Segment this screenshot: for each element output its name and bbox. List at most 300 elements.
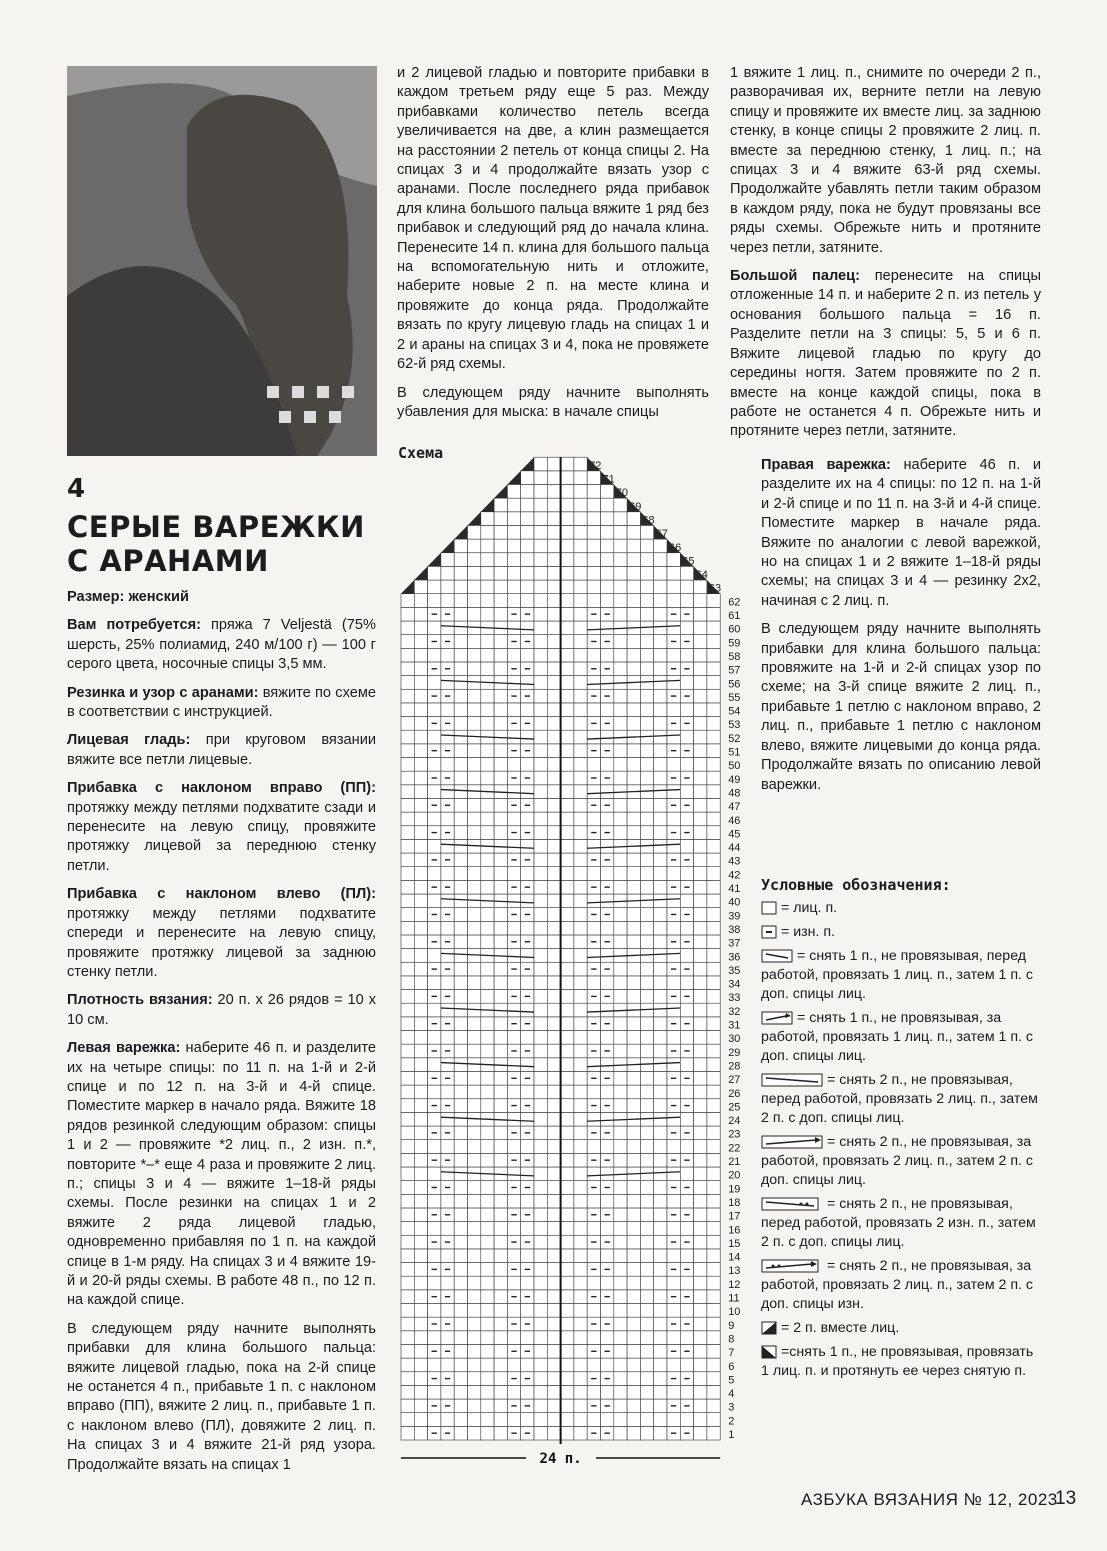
chart-cell [507, 894, 520, 908]
chart-cell [454, 1194, 467, 1208]
chart-cell [534, 1126, 547, 1140]
legend-text: = снять 2 п., не провязывая, перед работой, провязать 2 изн. п., затем 2 п. с доп. спицы лиц. [761, 1196, 1036, 1250]
chart-cell [667, 867, 680, 881]
chart-cell [494, 1071, 507, 1085]
chart-cell [494, 935, 507, 949]
chart-cell [454, 1071, 467, 1085]
chart-cell [574, 730, 587, 744]
chart-cell [454, 1044, 467, 1058]
chart-cell [401, 607, 414, 621]
chart-cell [640, 880, 653, 894]
chart-cell [654, 990, 667, 1004]
col1-paragraph [67, 1320, 376, 1475]
row-label: 16 [728, 1224, 741, 1237]
chart-cell [454, 744, 467, 758]
row-label: 70 [615, 487, 629, 500]
chart-cell [561, 566, 574, 580]
chart-cell [494, 703, 507, 717]
chart-cell [401, 935, 414, 949]
chart-cell [468, 1208, 481, 1222]
chart-cell [587, 498, 600, 512]
chart-cell [640, 662, 653, 676]
chart-cell [481, 1194, 494, 1208]
paragraph-text: при круговом вязании вяжите все петли лицевые. [67, 732, 376, 768]
chart-cell [561, 921, 574, 935]
chart-cell [534, 566, 547, 580]
chart-cell [507, 730, 520, 744]
chart-cell [627, 1344, 640, 1358]
chart-cell [441, 1358, 454, 1372]
chart-cell [601, 730, 614, 744]
chart-cell [694, 908, 707, 922]
chart-cell [414, 635, 427, 649]
chart-cell [414, 1044, 427, 1058]
chart-cell [601, 921, 614, 935]
k2tog-mark [414, 566, 427, 580]
chart-cell [694, 594, 707, 608]
chart-cell [534, 594, 547, 608]
chart-cell [614, 553, 627, 567]
chart-cell [481, 635, 494, 649]
chart-cell [614, 1153, 627, 1167]
chart-cell [707, 607, 720, 621]
row-label: 52 [728, 732, 741, 745]
chart-cell [401, 703, 414, 717]
chart-cell [468, 580, 481, 594]
chart-cell [481, 1044, 494, 1058]
chart-cell [680, 1276, 693, 1290]
chart-cell [494, 1358, 507, 1372]
paragraph-label: Резинка и узор с аранами: [67, 684, 259, 701]
chart-cell [401, 730, 414, 744]
chart-cell [694, 758, 707, 772]
chart-cell [414, 648, 427, 662]
chart-cell [521, 1058, 534, 1072]
chart-cell [547, 1263, 560, 1277]
chart-cell [694, 1044, 707, 1058]
chart-cell [401, 839, 414, 853]
chart-cell [601, 1304, 614, 1318]
chart-cell [574, 976, 587, 990]
chart-cell [507, 1358, 520, 1372]
chart-cell [640, 1249, 653, 1263]
chart-cell [428, 1222, 441, 1236]
chart-cell [574, 553, 587, 567]
chart-cell [454, 1167, 467, 1181]
chart-cell [654, 1331, 667, 1345]
chart-cell [441, 594, 454, 608]
chart-cell [640, 1044, 653, 1058]
chart-cell [707, 594, 720, 608]
chart-cell [640, 566, 653, 580]
chart-cell [694, 1399, 707, 1413]
chart-cell [494, 1194, 507, 1208]
chart-cell [521, 703, 534, 717]
chart-cell [507, 621, 520, 635]
chart-cell [547, 962, 560, 976]
chart-cell [694, 785, 707, 799]
k2tog-mark [454, 525, 467, 539]
chart-cell [640, 1181, 653, 1195]
chart-cell [414, 1194, 427, 1208]
chart-cell [601, 949, 614, 963]
chart-cell [414, 607, 427, 621]
chart-cell [707, 990, 720, 1004]
chart-cell [614, 853, 627, 867]
chart-cell [574, 1181, 587, 1195]
chart-cell [414, 676, 427, 690]
chart-cell [627, 1181, 640, 1195]
chart-cell [707, 662, 720, 676]
chart-cell [494, 662, 507, 676]
chart-cell [561, 1112, 574, 1126]
chart-cell [707, 717, 720, 731]
chart-cell [627, 635, 640, 649]
chart-cell [627, 1413, 640, 1427]
chart-cell [694, 990, 707, 1004]
chart-cell [680, 976, 693, 990]
row-label: 27 [728, 1074, 741, 1087]
chart-cell [547, 594, 560, 608]
chart-cell [707, 1304, 720, 1318]
chart-cell [627, 853, 640, 867]
chart-cell [441, 785, 454, 799]
chart-cell [547, 935, 560, 949]
chart-cell [454, 703, 467, 717]
chart-cell [414, 1385, 427, 1399]
chart-cell [574, 1426, 587, 1440]
chart-cell [414, 1276, 427, 1290]
chart-cell [654, 1399, 667, 1413]
chart-cell [414, 908, 427, 922]
chart-cell [547, 771, 560, 785]
chart-cell [428, 867, 441, 881]
chart-cell [547, 471, 560, 485]
chart-cell [414, 976, 427, 990]
chart-cell [561, 949, 574, 963]
chart-cell [574, 1153, 587, 1167]
chart-cell [414, 1003, 427, 1017]
chart-cell [614, 1208, 627, 1222]
chart-cell [587, 785, 600, 799]
cross-1-left-icon [761, 948, 793, 964]
chart-cell [428, 1249, 441, 1263]
chart-cell [614, 1140, 627, 1154]
col1-paragraph [67, 885, 376, 982]
chart-cell [401, 1099, 414, 1113]
chart-cell [640, 990, 653, 1004]
chart-cell [574, 1276, 587, 1290]
row-label: 17 [728, 1210, 741, 1223]
chart-cell [454, 1153, 467, 1167]
ssk-icon [761, 1344, 777, 1360]
chart-cell [587, 580, 600, 594]
chart-cell [494, 867, 507, 881]
chart-cell [667, 648, 680, 662]
chart-cell [414, 1413, 427, 1427]
chart-cell [507, 594, 520, 608]
chart-cell [534, 662, 547, 676]
chart-cell [707, 962, 720, 976]
chart-cell [547, 1331, 560, 1345]
chart-cell [707, 894, 720, 908]
row-label: 35 [728, 964, 741, 977]
chart-cell [640, 1358, 653, 1372]
chart-cell [521, 976, 534, 990]
row-label: 67 [655, 528, 668, 541]
chart-cell [574, 512, 587, 526]
chart-cell [454, 607, 467, 621]
chart-cell [454, 894, 467, 908]
chart-cell [401, 949, 414, 963]
cross-2-right-purl-icon [761, 1258, 823, 1274]
chart-cell [428, 1031, 441, 1045]
chart-cell [428, 758, 441, 772]
k2tog-mark [441, 539, 454, 553]
chart-cell [574, 880, 587, 894]
chart-cell [494, 1017, 507, 1031]
chart-cell [454, 1304, 467, 1318]
chart-cell [640, 1099, 653, 1113]
chart-cell [627, 539, 640, 553]
chart-cell [481, 1344, 494, 1358]
chart-cell [534, 1235, 547, 1249]
chart-cell [521, 566, 534, 580]
row-label: 10 [728, 1306, 741, 1319]
chart-cell [414, 853, 427, 867]
chart-cell [707, 1208, 720, 1222]
chart-cell [587, 1413, 600, 1427]
chart-cell [654, 1071, 667, 1085]
chart-cell [507, 485, 520, 499]
chart-cell [667, 621, 680, 635]
chart-cell [627, 1044, 640, 1058]
chart-cell [481, 990, 494, 1004]
chart-cell [654, 1181, 667, 1195]
chart-cell [601, 1358, 614, 1372]
chart-cell [640, 648, 653, 662]
chart-cell [707, 1331, 720, 1345]
chart-cell [428, 703, 441, 717]
chart-cell [654, 1017, 667, 1031]
chart-cell [654, 1099, 667, 1113]
chart-cell [534, 1304, 547, 1318]
chart-cell [654, 1235, 667, 1249]
chart-cell [694, 1413, 707, 1427]
chart-cell [654, 1249, 667, 1263]
chart-cell [587, 648, 600, 662]
chart-cell [614, 1263, 627, 1277]
chart-cell [468, 962, 481, 976]
chart-cell [414, 826, 427, 840]
chart-cell [481, 553, 494, 567]
chart-cell [627, 826, 640, 840]
chart-cell [614, 1413, 627, 1427]
chart-cell [494, 1304, 507, 1318]
chart-cell [428, 1058, 441, 1072]
chart-cell [614, 1222, 627, 1236]
chart-cell [667, 785, 680, 799]
chart-cell [494, 594, 507, 608]
col3-paragraph [730, 64, 1041, 258]
chart-cell [454, 1263, 467, 1277]
chart-cell [654, 1194, 667, 1208]
chart-cell [507, 512, 520, 526]
k2tog-mark [428, 553, 441, 567]
chart-cell [654, 853, 667, 867]
chart-cell [561, 826, 574, 840]
row-label: 15 [728, 1237, 741, 1250]
chart-cell [454, 1003, 467, 1017]
chart-cell [640, 1071, 653, 1085]
legend-text: = лиц. п. [781, 900, 838, 916]
chart-cell [694, 648, 707, 662]
chart-cell [534, 1153, 547, 1167]
chart-cell [468, 566, 481, 580]
chart-cell [667, 1249, 680, 1263]
chart-cell [654, 635, 667, 649]
chart-cell [494, 1426, 507, 1440]
chart-cell [654, 758, 667, 772]
legend-item [761, 1071, 1045, 1128]
chart-cell [547, 1167, 560, 1181]
chart-cell [627, 607, 640, 621]
chart-cell [441, 1167, 454, 1181]
chart-cell [547, 1194, 560, 1208]
chart-cell [534, 1290, 547, 1304]
chart-cell [521, 1413, 534, 1427]
chart-cell [640, 607, 653, 621]
chart-cell [561, 457, 574, 471]
chart-cell [481, 1399, 494, 1413]
chart-cell [587, 758, 600, 772]
chart-cell [494, 1276, 507, 1290]
chart-cell [414, 949, 427, 963]
chart-cell [627, 1317, 640, 1331]
chart-cell [654, 771, 667, 785]
chart-cell [667, 730, 680, 744]
chart-cell [534, 525, 547, 539]
chart-cell [401, 1235, 414, 1249]
chart-cell [561, 607, 574, 621]
chart-cell [561, 1031, 574, 1045]
chart-cell [534, 962, 547, 976]
chart-cell [547, 648, 560, 662]
chart-cell [521, 1085, 534, 1099]
chart-cell [587, 485, 600, 499]
chart-cell [401, 689, 414, 703]
row-label: 61 [728, 610, 741, 622]
chart-cell [468, 1126, 481, 1140]
chart-cell [667, 1058, 680, 1072]
chart-cell [680, 621, 693, 635]
chart-cell [507, 839, 520, 853]
instructions-column-1 [67, 588, 376, 1484]
chart-cell [441, 1331, 454, 1345]
chart-cell [627, 1235, 640, 1249]
chart-cell [640, 771, 653, 785]
chart-cell [454, 717, 467, 731]
chart-cell [707, 1317, 720, 1331]
chart-cell [667, 1031, 680, 1045]
chart-cell [654, 1058, 667, 1072]
col2-paragraph: и 2 лицевой гладью и повторите прибавки в каждом третьем ряду еще 5 раз. Между прибавками количество петель всегда увеличивается на две, а клин размещается на расстоянии 2 петель от конца спицы 2. На спицах 3 и 4 продолжайте вязать узор с аранами. После последнего ряда прибавок для клина большого пальца вяжите 1 ряд без прибавок и следующий ряд до начала клина. Перенесите 14 п. клина для большого пальца на вспомогательную нить и отложите, наберите новые 2 п. на месте клина и провяжите до конца ряда. Продолжайте вязать по кругу лицевую гладь на спицах 1 и 2 и араны на спицах 3 и 4, пока не провяжете 62-й ряд схемы. [397, 65, 709, 373]
chart-cell [414, 1058, 427, 1072]
chart-cell [627, 662, 640, 676]
chart-cell [654, 662, 667, 676]
chart-cell [401, 594, 414, 608]
chart-cell [640, 717, 653, 731]
chart-cell [534, 485, 547, 499]
chart-cell [454, 921, 467, 935]
chart-cell [574, 1222, 587, 1236]
chart-cell [640, 1126, 653, 1140]
chart-cell [587, 921, 600, 935]
chart-cell [654, 826, 667, 840]
row-label: 39 [728, 910, 741, 923]
row-label: 22 [728, 1142, 741, 1155]
chart-cell [561, 553, 574, 567]
chart-cell [574, 935, 587, 949]
chart-cell [547, 553, 560, 567]
chart-cell [614, 1304, 627, 1318]
chart-cell [401, 1249, 414, 1263]
chart-cell [667, 1112, 680, 1126]
row-label: 46 [728, 814, 741, 827]
chart-cell [614, 1099, 627, 1113]
chart-cell [494, 1413, 507, 1427]
chart-cell [521, 498, 534, 512]
row-label: 7 [728, 1347, 735, 1360]
chart-cell [587, 1058, 600, 1072]
chart-cell [454, 1413, 467, 1427]
chart-cell [414, 594, 427, 608]
chart-cell [401, 744, 414, 758]
chart-cell [401, 894, 414, 908]
chart-cell [401, 758, 414, 772]
chart-cell [614, 1181, 627, 1195]
chart-cell [414, 1126, 427, 1140]
chart-cell [534, 689, 547, 703]
chart-cell [574, 1044, 587, 1058]
chart-cell [441, 1276, 454, 1290]
chart-cell [481, 921, 494, 935]
chart-cell [547, 1249, 560, 1263]
chart-cell [547, 949, 560, 963]
chart-cell [481, 648, 494, 662]
chart-cell [454, 566, 467, 580]
paragraph-text: протяжку между петлями подхватите спереди и перенесите на левую спицу, провяжите протяжку лицевой за заднюю стенку петли. [67, 905, 376, 980]
chart-cell [587, 730, 600, 744]
chart-cell [654, 1317, 667, 1331]
chart-cell [640, 1372, 653, 1386]
chart-cell [534, 1413, 547, 1427]
chart-cell [494, 689, 507, 703]
chart-cell [547, 1317, 560, 1331]
chart-cell [481, 662, 494, 676]
chart-cell [707, 1290, 720, 1304]
chart-cell [601, 621, 614, 635]
chart-cell [547, 1153, 560, 1167]
chart-cell [468, 1426, 481, 1440]
chart-cell [561, 1085, 574, 1099]
chart-cell [534, 1372, 547, 1386]
chart-cell [547, 457, 560, 471]
chart-cell [481, 1358, 494, 1372]
chart-cell [640, 1140, 653, 1154]
chart-cell [694, 1085, 707, 1099]
chart-cell [454, 689, 467, 703]
